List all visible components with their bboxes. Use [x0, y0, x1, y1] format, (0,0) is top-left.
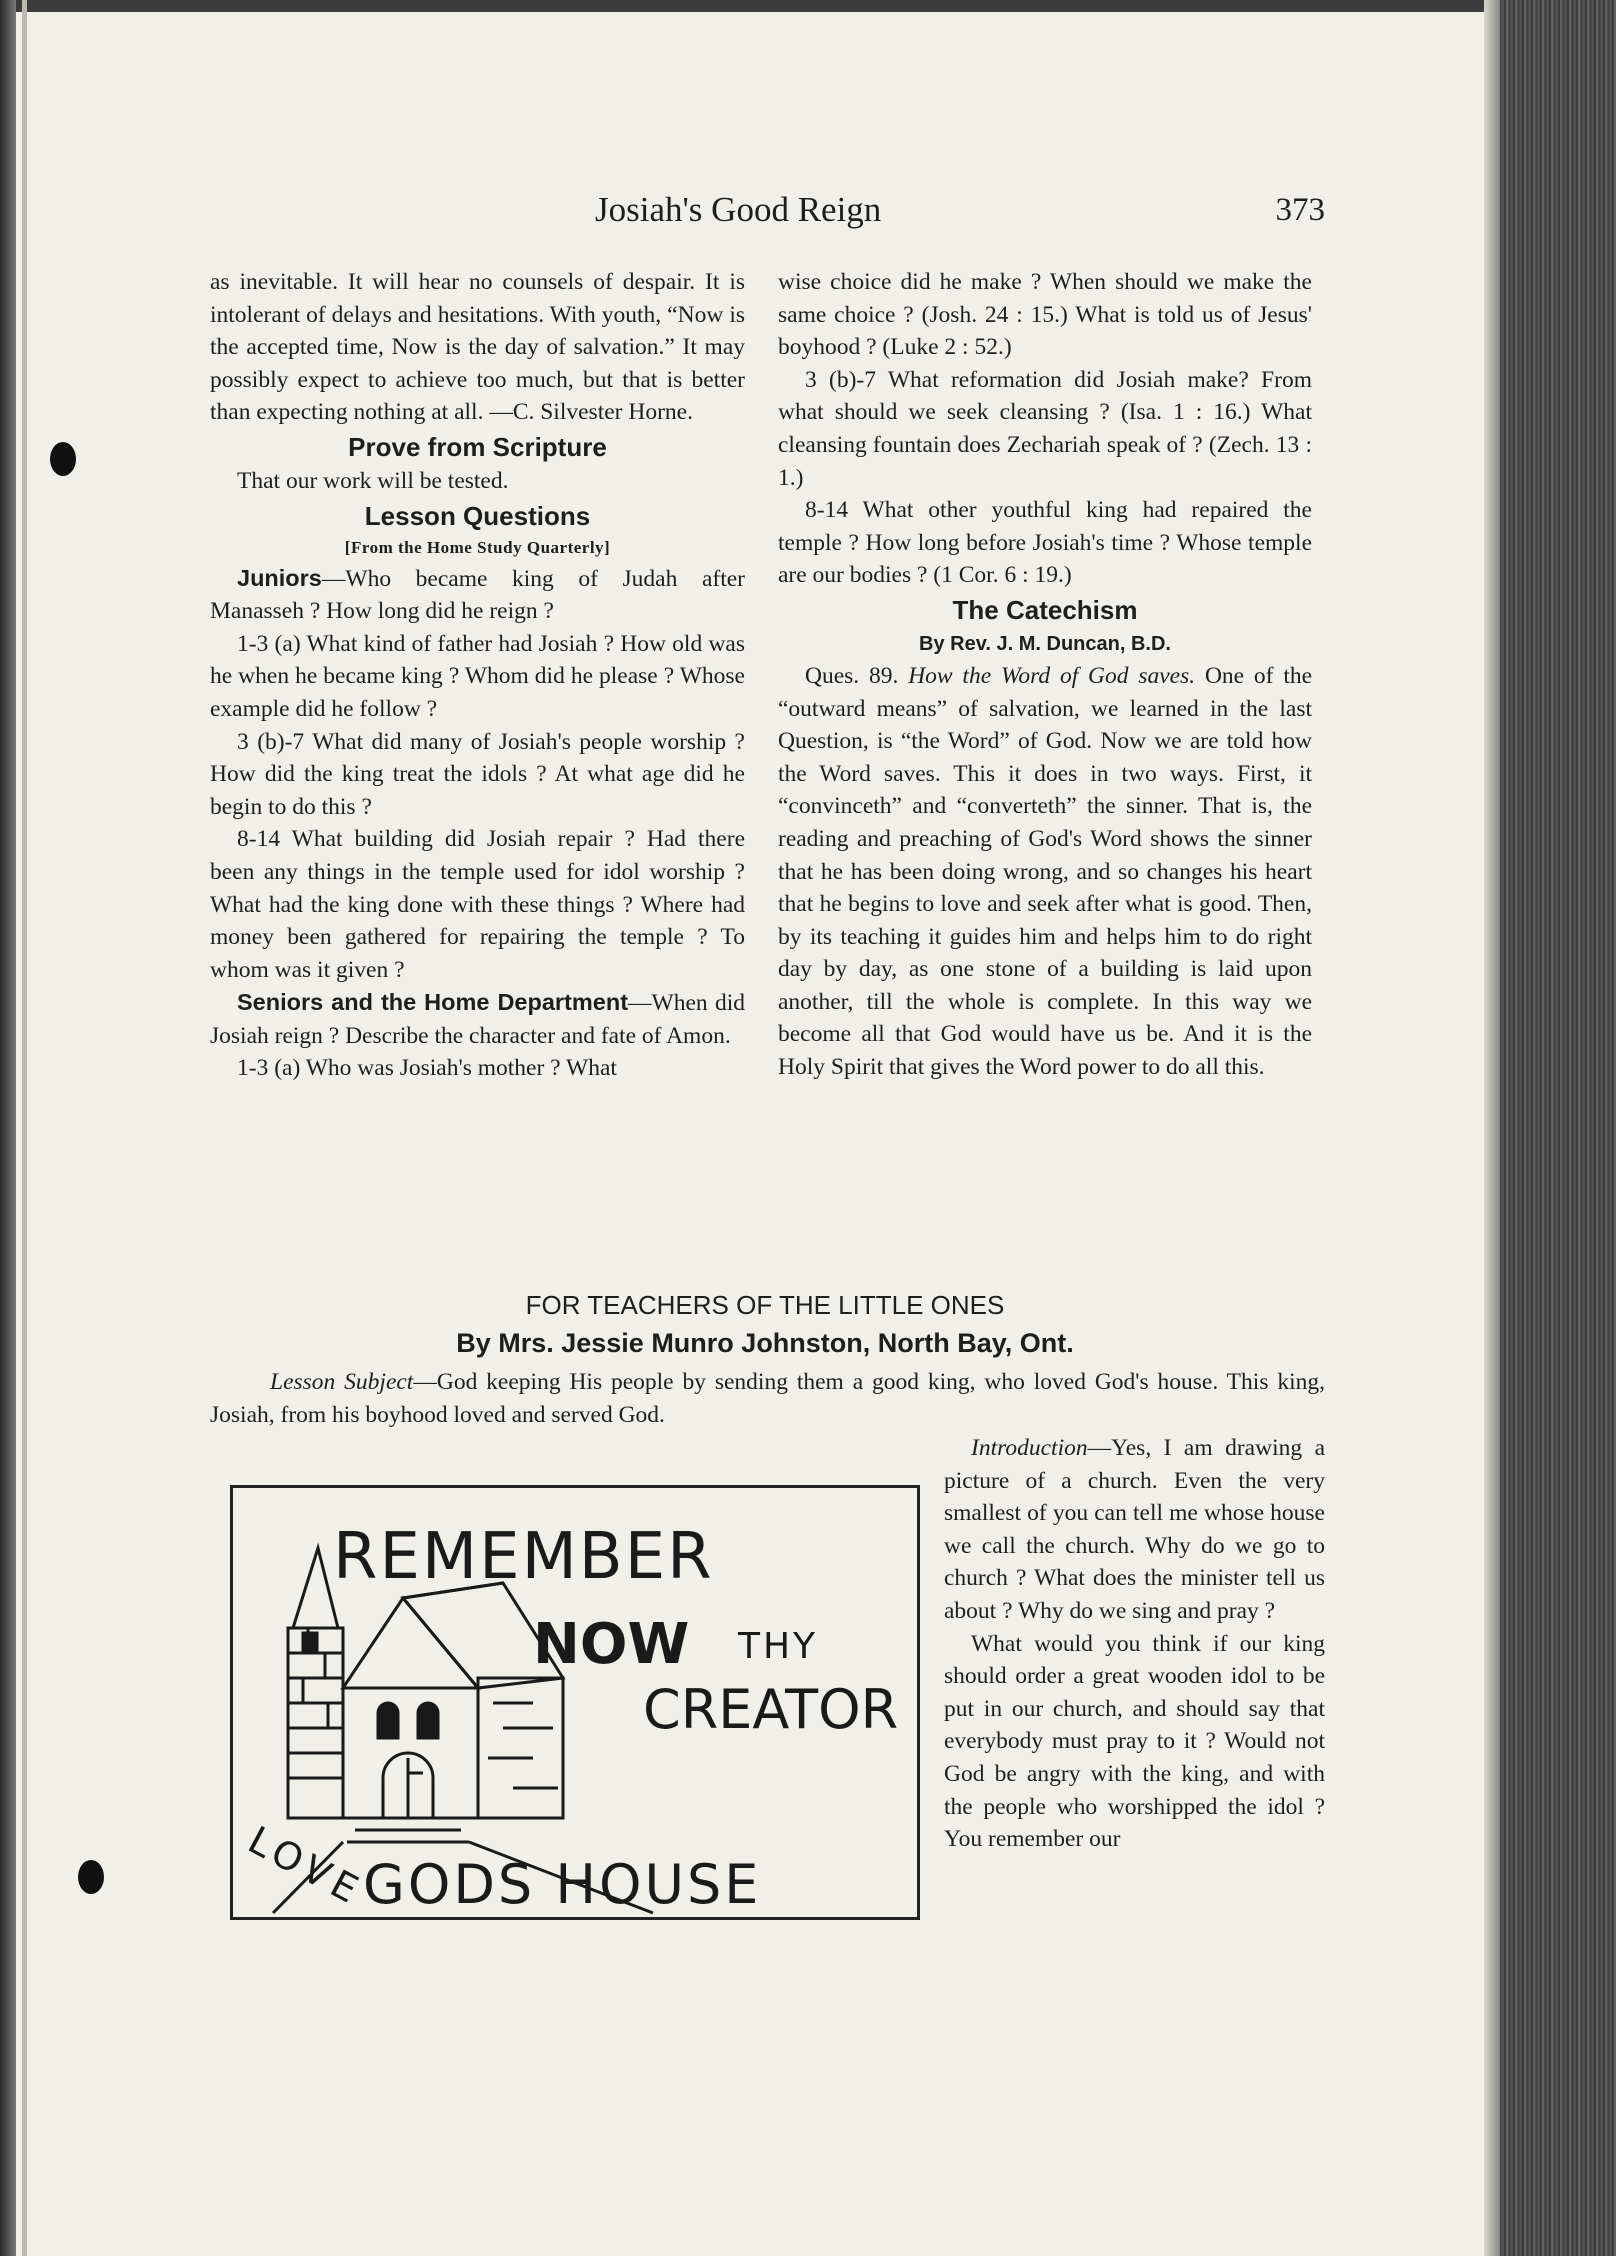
lesson-questions-heading: Lesson Questions	[364, 500, 591, 531]
senior-question-continued: wise choice did he make ? When should we make the same choice ? (Josh. 24 : 15.) What is told us of Jesus' boyhood ? (Luke 2 : 52.)	[778, 269, 1312, 361]
poster-line-gods-house: GODS HOUSE	[363, 1853, 762, 1916]
poster-line-remember: REMEMBER	[333, 1520, 714, 1594]
junior-question-2: 3 (b)-7 What did many of Josiah's people worship ? How did the king treat the idols ? At what age did he begin to do this ?	[210, 728, 745, 820]
teachers-byline: By Mrs. Jessie Munro Johnston, North Bay, Ont.	[456, 1328, 1074, 1358]
teachers-heading: FOR TEACHERS OF THE LITTLE ONES	[525, 1290, 1005, 1320]
catechism-heading: The Catechism	[952, 594, 1138, 625]
question-title: How the Word of God saves.	[908, 662, 1196, 689]
binding-strip	[22, 0, 27, 2256]
introduction-column	[944, 1432, 1325, 1856]
prove-text: That our work will be tested.	[237, 467, 509, 494]
senior-question-2: 3 (b)-7 What reformation did Josiah make? From what should we seek cleansing ? (Isa. 1 : 16.) What cleansing fountain does Zechariah speak of ? (Zech. 13 : 1.)	[778, 366, 1312, 491]
subject-label: Lesson Subject	[270, 1369, 414, 1395]
subject-text: —God keeping His people by sending them a good king, who loved God's house. This king, Josiah, from his boyhood loved and served God.	[210, 1369, 1325, 1428]
right-column	[778, 266, 1312, 1084]
binding-hole-top	[50, 442, 76, 476]
seniors-paragraph	[210, 986, 745, 1052]
page-top-shadow	[0, 0, 1616, 12]
senior-question-1: 1-3 (a) Who was Josiah's mother ? What	[237, 1055, 617, 1082]
poster-word-love: LOVE	[241, 1817, 371, 1915]
binding-hole-bottom	[78, 1860, 104, 1894]
poster-drawing	[233, 1488, 917, 1917]
left-column	[210, 266, 745, 1085]
senior-question-3: 8-14 What other youthful king had repaired the temple ? How long before Josiah's time ? Whose temple are our bodies ? (1 Cor. 6 : 19.)	[778, 497, 1312, 589]
horne-quote: as inevitable. It will hear no counsels of despair. It is intolerant of delays and hesitations. With youth, “Now is the accepted time, Now is the day of salvation.” It may possibly expect to achieve too much, but that is better than expecting nothing at all. —C. Silvester Horne.	[210, 269, 745, 426]
question-label: Ques. 89.	[805, 662, 899, 689]
seniors-text: —When did Josiah reign ? Describe the character and fate of Amon.	[210, 990, 745, 1049]
poster-line-creator: CREATOR	[643, 1678, 899, 1741]
teachers-section-header	[205, 1287, 1325, 1363]
lesson-source: [From the Home Study Quarterly]	[344, 537, 611, 557]
juniors-label: Juniors	[237, 564, 322, 591]
question-answer: One of the “outward means” of salvation, we learned in the last Question, is “the Word” of God. Now we are told how the Word saves. This it does in two ways. First, it “convinceth” and “converteth” the sinner. That is, the reading and preaching of God's Word shows the sinner that he has been doing wrong, and so changes his heart that he begins to love and seek after what is good. Then, by its teaching it guides him and helps him to do right day by day, as one stone of a building is laid upon another, till the whole is complete. In this way we become all that God would have us be. And it is the Holy Spirit that gives the Word power to do all this.	[778, 662, 1313, 1081]
poster-word-thy: THY	[738, 1626, 819, 1667]
juniors-paragraph	[210, 562, 745, 628]
introduction-paragraph	[944, 1432, 1325, 1628]
binding-edge	[0, 0, 16, 2256]
page-header	[205, 190, 1325, 240]
book-page-edges	[1500, 0, 1616, 2256]
juniors-text: —Who became king of Judah after Manasseh ? How long did he reign ?	[210, 565, 745, 625]
idol-paragraph: What would you think if our king should order a great wooden idol to be put in our church, and should say that everybody must pray to it ? Would not God be angry with the king, and with the people who worshipped the idol ? You remember our	[944, 1630, 1325, 1853]
page-right-shade	[1484, 0, 1500, 2256]
remember-poster	[230, 1485, 920, 1920]
seniors-label: Seniors and the Home Department	[237, 989, 629, 1016]
running-title: Josiah's Good Reign	[595, 190, 882, 229]
introduction-text: —Yes, I am drawing a picture of a church. Even the very smallest of you can tell me whose house we call the church. Why do we go to church ? What does the minister tell us about ? Why do we sing and pray ?	[944, 1435, 1325, 1624]
prove-heading: Prove from Scripture	[348, 431, 607, 462]
introduction-label: Introduction	[971, 1435, 1088, 1461]
catechism-text	[778, 660, 1312, 1084]
junior-question-3: 8-14 What building did Josiah repair ? Had there been any things in the temple used for idol worship ? What had the king done with these things ? Where had money been gathered for repairing the temple ? To whom was it given ?	[210, 826, 745, 983]
catechism-byline: By Rev. J. M. Duncan, B.D.	[919, 632, 1171, 655]
poster-word-now: NOW	[533, 1612, 690, 1677]
junior-question-1: 1-3 (a) What kind of father had Josiah ? How old was he when he became king ? Whom did he please ? Whose example did he follow ?	[210, 630, 745, 722]
lesson-subject	[210, 1366, 1325, 1431]
page-number: 373	[1275, 192, 1325, 228]
